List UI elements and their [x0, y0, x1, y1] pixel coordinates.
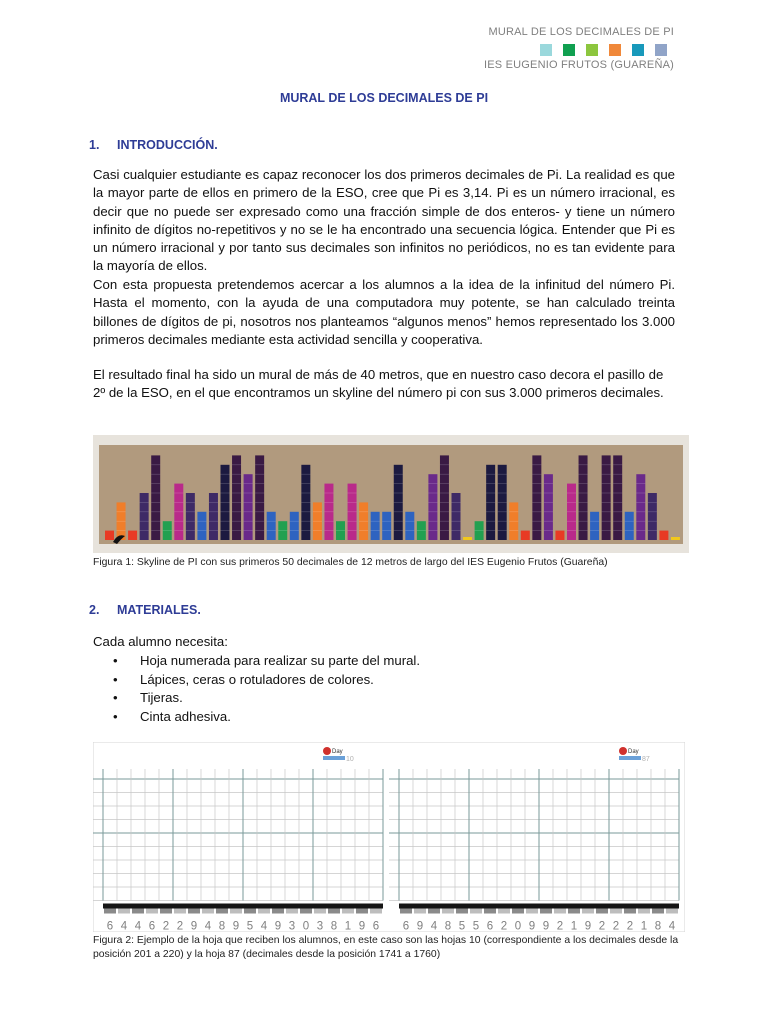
sheet-digit: 4	[260, 920, 268, 932]
bar-fill	[405, 512, 414, 540]
baseline-tick	[286, 909, 298, 914]
skyline-bar	[209, 493, 218, 540]
skyline-bar	[359, 502, 368, 540]
baseline-tick	[652, 909, 664, 914]
pi-day-banner	[323, 756, 345, 760]
mural-paper	[99, 445, 683, 544]
figure-1-caption: Figura 1: Skyline de PI con sus primeros 50 decimales de 12 metros de largo del IES Eugenio Frutos (Guareña)	[93, 557, 608, 568]
figure-2-caption: Figura 2: Ejemplo de la hoja que reciben los alumnos, en este caso son las hojas 10 (correspondiente a los decimales desde la posición 201 a 220) y la hoja 87 (decimales desde la posición 1741 a 1760)	[93, 935, 679, 960]
pi-day-logo-icon	[323, 747, 331, 755]
skyline-bar	[394, 465, 403, 540]
section-title: INTRODUCCIÓN.	[117, 138, 218, 152]
sheet-digit: 8	[654, 920, 662, 932]
baseline-tick	[540, 909, 552, 914]
skyline-bar	[117, 502, 126, 540]
baseline-tick	[484, 909, 496, 914]
baseline-tick	[216, 909, 228, 914]
bar-fill	[671, 537, 680, 540]
skyline-bar	[428, 474, 437, 540]
color-square	[609, 44, 621, 56]
sheet-digit: 9	[584, 920, 592, 932]
list-item	[113, 689, 420, 708]
sheet-digit: 4	[204, 920, 212, 932]
pi-day-label: Day	[628, 749, 639, 755]
bullet-icon: •	[113, 690, 118, 705]
baseline-tick	[596, 909, 608, 914]
list-item-text: Lápices, ceras o rotuladores de colores.	[140, 671, 374, 687]
baseline-tick	[328, 909, 340, 914]
baseline-tick	[624, 909, 636, 914]
sheet-number: 10	[346, 756, 354, 763]
sheet-digit: 0	[302, 920, 310, 932]
worksheet-examples	[93, 742, 685, 932]
skyline-bar	[463, 537, 472, 540]
section-heading-introduccion	[89, 138, 218, 152]
baseline-tick	[370, 909, 382, 914]
skyline-bar	[440, 455, 449, 540]
sheet-digit: 8	[330, 920, 338, 932]
bar-fill	[428, 474, 437, 540]
header-title: MURAL DE LOS DECIMALES DE PI	[488, 26, 674, 38]
bar-fill	[186, 493, 195, 540]
color-square	[586, 44, 598, 56]
skyline-bar	[336, 521, 345, 540]
skyline-bar	[636, 474, 645, 540]
skyline-bar	[244, 474, 253, 540]
section-number: 2.	[89, 603, 100, 617]
bar-fill	[151, 455, 160, 540]
baseline-tick	[442, 909, 454, 914]
color-square	[632, 44, 644, 56]
section-number: 1.	[89, 138, 100, 152]
bar-fill	[382, 512, 391, 540]
sheet-digit: 6	[106, 920, 114, 932]
skyline-bar	[532, 455, 541, 540]
sheet-digit: 1	[344, 920, 352, 932]
sheet-digit: 5	[246, 920, 254, 932]
bar-fill	[555, 531, 564, 540]
sheet-digit: 2	[500, 920, 508, 932]
skyline-bar	[544, 474, 553, 540]
sheet-digit: 0	[514, 920, 522, 932]
skyline-bar	[186, 493, 195, 540]
color-square	[655, 44, 667, 56]
sheet-digit: 1	[570, 920, 578, 932]
document-title: MURAL DE LOS DECIMALES DE PI	[279, 91, 489, 105]
bullet-icon: •	[113, 653, 118, 668]
sheet-digit: 8	[218, 920, 226, 932]
bar-fill	[579, 455, 588, 540]
sheet-digit: 4	[134, 920, 142, 932]
skyline-bar	[659, 531, 668, 540]
bar-fill	[659, 531, 668, 540]
skyline-bar	[509, 502, 518, 540]
bar-fill	[625, 512, 634, 540]
baseline-tick	[470, 909, 482, 914]
sheet-digit: 1	[640, 920, 648, 932]
bar-fill	[209, 493, 218, 540]
skyline-bar	[140, 493, 149, 540]
sheet-digit: 2	[598, 920, 606, 932]
baseline-tick	[610, 909, 622, 914]
bar-fill	[232, 455, 241, 540]
section-heading-materiales	[89, 603, 201, 617]
color-square	[540, 44, 552, 56]
sheet-digit: 2	[612, 920, 620, 932]
skyline-bar	[648, 493, 657, 540]
baseline-tick	[400, 909, 412, 914]
sheet-digit: 3	[288, 920, 296, 932]
pi-day-label: Day	[332, 749, 343, 755]
bullet-icon: •	[113, 671, 118, 687]
baseline-tick	[512, 909, 524, 914]
bullet-icon: •	[113, 708, 118, 724]
baseline-tick	[526, 909, 538, 914]
bar-fill	[290, 512, 299, 540]
sheet-digit: 2	[176, 920, 184, 932]
sheet-digit: 5	[458, 920, 466, 932]
skyline-bars	[99, 445, 683, 544]
skyline-bar	[221, 465, 230, 540]
sheet-digit: 6	[486, 920, 494, 932]
bar-fill	[105, 531, 114, 540]
baseline-tick	[314, 909, 326, 914]
bar-fill	[532, 455, 541, 540]
materials-intro: Cada alumno necesita:	[93, 634, 228, 649]
sheet-digit: 9	[190, 920, 198, 932]
list-item	[113, 671, 420, 690]
baseline-strip	[399, 904, 679, 909]
bar-fill	[521, 531, 530, 540]
baseline-strip	[103, 904, 383, 909]
baseline-tick	[568, 909, 580, 914]
skyline-bar	[105, 531, 114, 540]
sheet-number: 87	[642, 756, 650, 763]
sheet-digit: 2	[162, 920, 170, 932]
skyline-bar	[197, 512, 206, 540]
bar-fill	[613, 455, 622, 540]
skyline-bar	[498, 465, 507, 540]
bar-fill	[636, 474, 645, 540]
materials-list	[113, 652, 420, 726]
header-school: IES EUGENIO FRUTOS (GUAREÑA)	[484, 59, 674, 71]
baseline-tick	[300, 909, 312, 914]
baseline-tick	[638, 909, 650, 914]
skyline-bar	[405, 512, 414, 540]
skyline-bar	[590, 512, 599, 540]
skyline-bar	[613, 455, 622, 540]
bar-fill	[371, 512, 380, 540]
bar-fill	[463, 537, 472, 540]
bar-fill	[255, 455, 264, 540]
skyline-bar	[348, 484, 357, 540]
bar-fill	[590, 512, 599, 540]
list-item	[113, 708, 420, 727]
skyline-photo	[93, 435, 689, 553]
bar-fill	[244, 474, 253, 540]
sheet-digit: 9	[528, 920, 536, 932]
skyline-bar	[324, 484, 333, 540]
baseline-tick	[258, 909, 270, 914]
baseline-tick	[244, 909, 256, 914]
list-item	[113, 652, 420, 671]
skyline-bar	[128, 531, 137, 540]
skyline-bar	[555, 531, 564, 540]
skyline-bar	[486, 465, 495, 540]
sheet-digit: 9	[274, 920, 282, 932]
intro-paragraph-3: El resultado final ha sido un mural de más de 40 metros, que en nuestro caso decora el pasillo de 2º de la ESO, en el que encontramos un skyline del número pi con sus 3.000 primeros decimales.	[93, 367, 664, 401]
baseline-tick	[272, 909, 284, 914]
list-item-text: Hoja numerada para realizar su parte del mural.	[140, 653, 421, 668]
skyline-bar	[290, 512, 299, 540]
sheet-digit: 9	[232, 920, 240, 932]
sheet-digit: 9	[416, 920, 424, 932]
skyline-bar	[371, 512, 380, 540]
baseline-tick	[456, 909, 468, 914]
skyline-bar	[567, 484, 576, 540]
skyline-bar	[232, 455, 241, 540]
baseline-tick	[356, 909, 368, 914]
baseline-tick	[414, 909, 426, 914]
skyline-bar	[267, 512, 276, 540]
baseline-tick	[498, 909, 510, 914]
pi-day-banner	[619, 756, 641, 760]
baseline-tick	[160, 909, 172, 914]
baseline-tick	[582, 909, 594, 914]
skyline-bar	[255, 455, 264, 540]
skyline-bar	[313, 502, 322, 540]
skyline-bar	[475, 521, 484, 540]
bar-fill	[197, 512, 206, 540]
skyline-bar	[579, 455, 588, 540]
baseline-tick	[104, 909, 116, 914]
list-item-text: Cinta adhesiva.	[140, 708, 231, 724]
skyline-bar	[602, 455, 611, 540]
intro-paragraph-2: Con esta propuesta pretendemos acercar a los alumnos a la idea de la infinitud del número Pi. Hasta el momento, con la ayuda de una computadora muy potente, se han calculado treinta billones de dígitos de pi, nosotros nos planteamos “algunos menos” hemos representado los 3.000 primeros decimales mediante esta actividad sencilla y cooperativa.	[93, 277, 675, 347]
skyline-bar	[278, 521, 287, 540]
sheet-digit: 4	[668, 920, 676, 932]
baseline-tick	[174, 909, 186, 914]
sheet-digit: 2	[626, 920, 634, 932]
sheet-digit: 4	[430, 920, 438, 932]
sheet-digit: 9	[542, 920, 550, 932]
sheet-digit: 2	[556, 920, 564, 932]
baseline-tick	[188, 909, 200, 914]
sheet-digit: 6	[402, 920, 410, 932]
header-color-squares	[540, 44, 667, 56]
worksheet-grids	[93, 742, 685, 932]
baseline-tick	[132, 909, 144, 914]
bar-fill	[452, 493, 461, 540]
skyline-bar	[301, 465, 310, 540]
sheet-digit: 5	[472, 920, 480, 932]
baseline-tick	[342, 909, 354, 914]
bar-fill	[267, 512, 276, 540]
skyline-bar	[452, 493, 461, 540]
sheet-digit: 8	[444, 920, 452, 932]
pi-day-logo-icon	[619, 747, 627, 755]
baseline-tick	[202, 909, 214, 914]
section-title: MATERIALES.	[117, 603, 201, 617]
baseline-tick	[554, 909, 566, 914]
bar-fill	[544, 474, 553, 540]
color-square	[563, 44, 575, 56]
sheet-digit: 4	[120, 920, 128, 932]
skyline-bar	[163, 521, 172, 540]
sheet-digit: 3	[316, 920, 324, 932]
skyline-bar	[174, 484, 183, 540]
baseline-tick	[428, 909, 440, 914]
skyline-bar	[521, 531, 530, 540]
sheet-digit: 9	[358, 920, 366, 932]
baseline-tick	[666, 909, 678, 914]
list-item-text: Tijeras.	[140, 690, 183, 705]
skyline-bar	[151, 455, 160, 540]
baseline-tick	[146, 909, 158, 914]
bar-fill	[648, 493, 657, 540]
baseline-tick	[230, 909, 242, 914]
intro-paragraph-1: Casi cualquier estudiante es capaz reconocer los dos primeros decimales de Pi. La realidad es que la mayor parte de ellos en primero de la ESO, cree que Pi es 3,14. Pi es un número irracional, es decir que no puede ser expresado como una fracción simple de dos enteros- y tiene un número infinito de dígitos no-repetitivos y no se le ha encontrado una secuencia lógica. Entender que Pi es un número irracional y por tanto sus decimales son infinitos no periódicos, no es tan evidente para la mayoría de ellos.	[93, 167, 675, 274]
bar-fill	[140, 493, 149, 540]
sheet-digit: 6	[372, 920, 380, 932]
baseline-tick	[118, 909, 130, 914]
bar-fill	[602, 455, 611, 540]
skyline-bar	[671, 537, 680, 540]
bar-fill	[128, 531, 137, 540]
skyline-bar	[625, 512, 634, 540]
skyline-bar	[417, 521, 426, 540]
bar-fill	[440, 455, 449, 540]
skyline-bar	[382, 512, 391, 540]
sheet-digit: 6	[148, 920, 156, 932]
